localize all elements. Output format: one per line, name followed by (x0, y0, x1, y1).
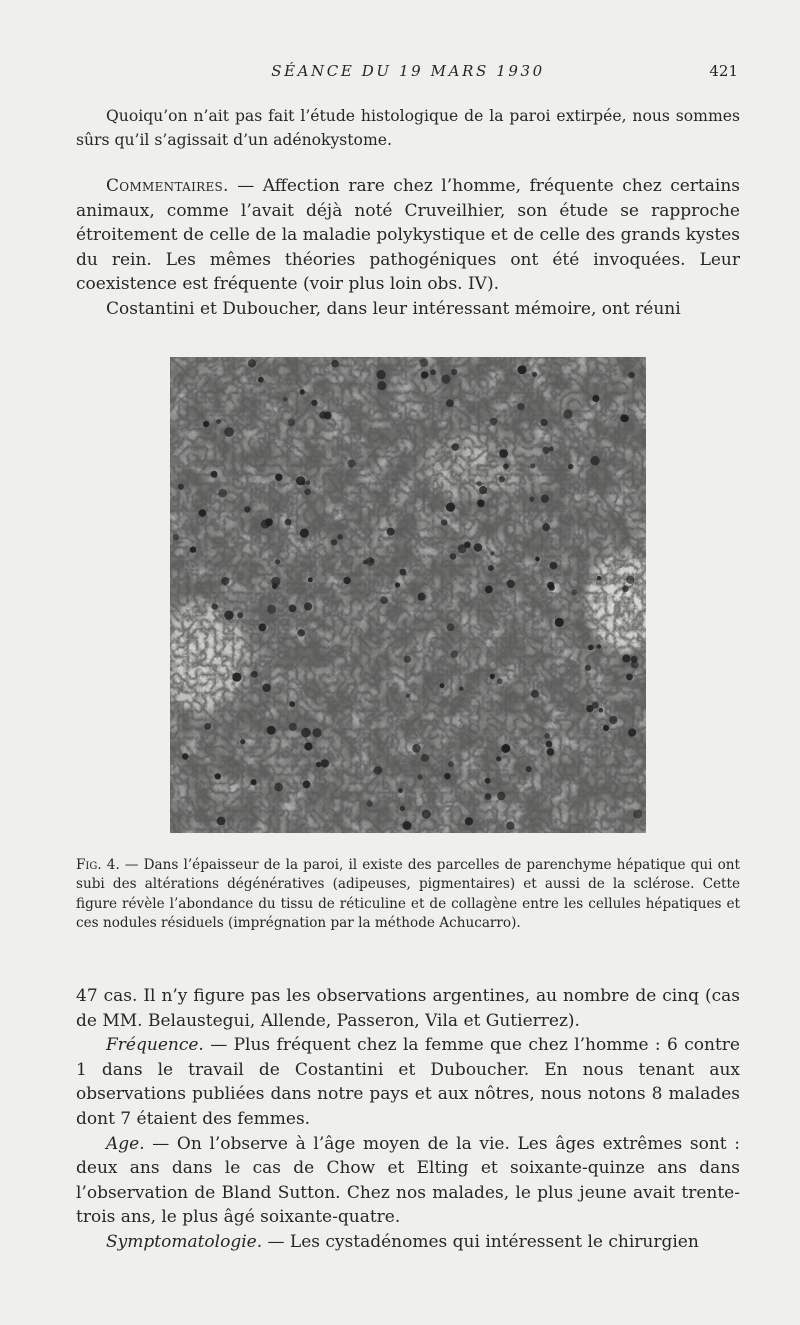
nucleus (300, 389, 305, 394)
nucleus (517, 403, 525, 411)
nucleus (173, 534, 179, 540)
nucleus (592, 395, 599, 402)
nucleus (288, 419, 296, 427)
nucleus (430, 369, 436, 375)
nucleus (400, 569, 407, 576)
nucleus (451, 651, 458, 658)
nucleus (304, 602, 312, 610)
commentaires-label: Commentaires. (106, 176, 229, 196)
nucleus (251, 779, 257, 785)
nucleus (321, 759, 329, 767)
nucleus (446, 503, 455, 512)
nucleus (218, 489, 227, 498)
running-header (76, 62, 740, 86)
nucleus (485, 778, 491, 784)
nucleus (387, 528, 395, 536)
micrograph-figure (170, 357, 646, 833)
nucleus (421, 754, 429, 762)
nucleus (306, 480, 311, 485)
text-block-bottom (76, 984, 740, 1255)
nucleus (258, 377, 264, 383)
nucleus (563, 409, 572, 418)
nucleus (224, 427, 234, 437)
nucleus (274, 783, 283, 792)
paragraph-age (76, 1132, 740, 1230)
age-text: — On l’observe à l’âge moyen de la vie. Les âges extrêmes sont : deux ans dans le cas de Chow et Elting et soixante-quinze ans dans l’observation de Bland Sutton. Chez nos malades, le plus jeune avait trente-trois ans, le plus âgé soixante-quatre. (76, 1133, 740, 1228)
nucleus (541, 495, 549, 503)
nucleus (308, 577, 313, 582)
nucleus (285, 519, 292, 526)
nucleus (303, 781, 311, 789)
nucleus (301, 728, 311, 738)
nucleus (369, 558, 374, 563)
nucleus (440, 683, 445, 688)
nucleus (549, 447, 554, 452)
nucleus (622, 655, 630, 663)
symptomatologie-text: — Les cystadénomes qui intéressent le chirurgien (262, 1231, 699, 1252)
frequence-text: — Plus fréquent chez la femme que chez l’homme : 6 contre 1 dans le travail de Costantini et Duboucher. En nous tenant aux observations publiées dans notre pays et aux nôtres, nous notons 8 malades dont 7 étaient des femmes. (76, 1035, 740, 1129)
nucleus (232, 673, 241, 682)
nucleus (597, 644, 601, 648)
nucleus (441, 519, 448, 526)
nucleus (275, 559, 280, 564)
nucleus (363, 560, 367, 564)
nucleus (300, 529, 309, 538)
nucleus (421, 371, 428, 378)
nucleus (289, 701, 295, 707)
nucleus (544, 733, 550, 739)
nucleus (490, 418, 497, 425)
nucleus (628, 372, 635, 379)
nucleus (503, 463, 509, 469)
nucleus (296, 476, 305, 485)
nucleus (374, 766, 383, 775)
nucleus (265, 518, 273, 526)
nucleus (221, 577, 229, 585)
nucleus (526, 766, 532, 772)
nucleus (542, 523, 550, 531)
nucleus (488, 565, 494, 571)
age-label: Age. (106, 1133, 145, 1154)
nucleus (464, 542, 471, 549)
nucleus (178, 484, 184, 490)
nucleus (267, 605, 276, 614)
nucleus (620, 414, 628, 422)
nucleus (547, 748, 555, 756)
nucleus (586, 705, 593, 712)
micrograph-image (170, 357, 646, 833)
nucleus (633, 809, 642, 818)
nucleus (485, 586, 493, 594)
nucleus (259, 624, 267, 632)
nucleus (507, 580, 515, 588)
nucleus (446, 399, 454, 407)
nucleus (422, 810, 431, 819)
nucleus (603, 725, 609, 731)
running-title: SÉANCE DU 19 MARS 1930 (271, 62, 545, 80)
nucleus (555, 618, 564, 627)
nucleus (204, 723, 211, 730)
nucleus (418, 593, 426, 601)
nucleus (540, 419, 547, 426)
nucleus (240, 739, 245, 744)
nucleus (275, 474, 282, 481)
nucleus (529, 496, 534, 501)
nucleus (448, 761, 454, 767)
nucleus (490, 551, 494, 555)
nucleus (380, 596, 388, 604)
nucleus (203, 421, 209, 427)
frequence-label: Fréquence. (106, 1035, 204, 1056)
nucleus (459, 686, 464, 691)
nucleus (244, 506, 250, 512)
nucleus (518, 365, 527, 374)
nucleus (499, 449, 508, 458)
nucleus (490, 674, 495, 679)
nucleus (441, 375, 450, 384)
nucleus (531, 690, 539, 698)
nucleus (588, 645, 594, 651)
nucleus (450, 553, 457, 560)
nucleus (289, 723, 297, 731)
nucleus (348, 460, 356, 468)
nucleus (182, 753, 189, 760)
nucleus (496, 756, 501, 761)
nucleus (262, 683, 271, 692)
nucleus (395, 582, 400, 587)
nucleus (485, 793, 492, 800)
commentaires-text: — Affection rare chez l’homme, fréquente chez certains animaux, comme l’avait déjà noté Cruveilhier, son étude se rapproche étroitement de celle de la maladie polykystique et de celle des grands kystes du rein. Les mêmes théories pathogéniques ont été invoquées. Leur coexistence est fréquente (voir plus loin obs. IV). (76, 176, 740, 295)
text-block-top (76, 104, 740, 152)
nucleus (622, 586, 628, 592)
nucleus (532, 372, 537, 377)
nucleus (304, 489, 311, 496)
nucleus (447, 623, 455, 631)
nucleus (571, 589, 577, 595)
nucleus (343, 577, 350, 584)
nucleus (224, 611, 233, 620)
figure-caption-text: — Dans l’épaisseur de la paroi, il existe des parcelles de parenchyme hépatique qui ont subi des altérations dégénératives (adipeuses, pigmentaires) et aussi de la sclérose. Cette figure révèle l’abondance du tissu de réticuline et de collagène entre les cellules hépatiques et ces nodules résiduels (imprégnation par la méthode Achucarro). (76, 857, 741, 932)
nucleus (248, 359, 256, 367)
nucleus (585, 665, 591, 671)
nucleus (400, 806, 405, 811)
nucleus (406, 694, 410, 698)
page-number: 421 (709, 62, 738, 80)
text-block-commentaires (76, 174, 740, 322)
nucleus (479, 486, 487, 494)
nucleus (628, 729, 636, 737)
nucleus (477, 481, 482, 486)
nucleus (626, 674, 633, 681)
nucleus (216, 419, 221, 424)
paragraph-conclusion: Quoiqu’on n’ait pas fait l’étude histologique de la paroi extirpée, nous sommes sûrs qu’il s’agissait d’un adénokystome. (76, 107, 740, 149)
paragraph-costantini: Costantini et Duboucher, dans leur intéressant mémoire, ont réuni (106, 298, 681, 319)
nucleus (304, 742, 312, 750)
nucleus (366, 800, 373, 807)
nucleus (316, 762, 322, 768)
nucleus (377, 381, 386, 390)
nucleus (312, 728, 321, 737)
nucleus (420, 358, 429, 367)
nucleus (237, 612, 243, 618)
nucleus (499, 476, 505, 482)
nucleus (412, 744, 421, 753)
nucleus (190, 546, 196, 552)
nucleus (506, 822, 514, 830)
nucleus (590, 456, 599, 465)
nucleus (465, 817, 473, 825)
nucleus (404, 656, 411, 663)
nucleus (502, 744, 511, 753)
nucleus (497, 678, 503, 684)
nucleus (331, 539, 337, 545)
figure-caption (76, 856, 740, 934)
nucleus (550, 562, 558, 570)
nucleus (599, 708, 604, 713)
paragraph-frequence (76, 1033, 740, 1131)
nucleus (542, 447, 549, 454)
nucleus (474, 543, 483, 552)
nucleus (626, 576, 634, 584)
nucleus (535, 557, 540, 562)
nucleus (267, 726, 276, 735)
nucleus (297, 629, 305, 637)
paragraph-commentaires (76, 174, 740, 297)
nucleus (497, 792, 505, 800)
nucleus (331, 360, 339, 368)
nucleus (215, 773, 221, 779)
nucleus (377, 370, 386, 379)
nucleus (452, 443, 460, 451)
nucleus (398, 788, 403, 793)
nucleus (211, 471, 218, 478)
nucleus (444, 773, 451, 780)
nucleus (272, 584, 278, 590)
nucleus (251, 671, 258, 678)
nucleus (597, 576, 602, 581)
nucleus (211, 603, 218, 610)
nucleus (417, 774, 422, 779)
nucleus (217, 817, 226, 826)
nucleus (311, 400, 317, 406)
nucleus (568, 464, 573, 469)
nucleus (609, 716, 617, 724)
nucleus (402, 821, 411, 830)
nucleus (530, 463, 535, 468)
nucleus (451, 369, 457, 375)
figure-label: Fig. 4. (76, 857, 120, 873)
nucleus (283, 397, 288, 402)
nucleus (289, 605, 297, 613)
nucleus (548, 584, 554, 590)
nucleus (199, 509, 207, 517)
nucleus (631, 656, 638, 663)
symptomatologie-label: Symptomatologie. (106, 1231, 263, 1252)
nucleus (546, 741, 553, 748)
nucleus (477, 500, 485, 508)
nucleus (337, 534, 343, 540)
paragraph-symptomatologie (76, 1230, 740, 1255)
paragraph-cases: 47 cas. Il n’y figure pas les observations argentines, au nombre de cinq (cas de MM. Belaustegui, Allende, Passeron, Vila et Gutierrez). (76, 986, 740, 1031)
nucleus (324, 412, 332, 420)
